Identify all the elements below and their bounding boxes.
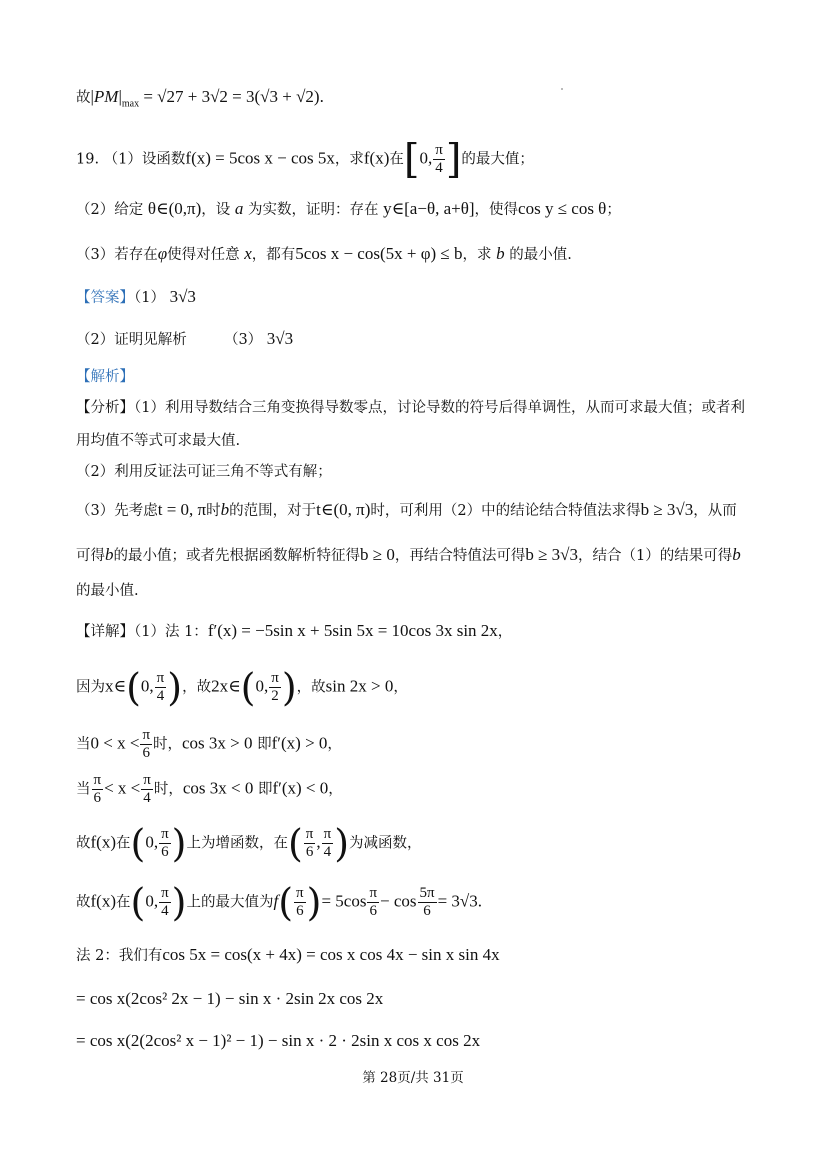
question-19-part-3: （3）若存在φ使得对任意 x，都有5cos x − cos(5x + φ) ≤ b，求 b 的最小值. [76, 244, 572, 263]
question-19-part-1: 19. （1）设函数f(x) = 5cos x − cos 5x，求f(x)在[0, $\frac{\pi}{4}$ ]的最大值； [76, 136, 534, 183]
method-2-line-2: = cos x(2cos² 2x − 1) − sin x · 2sin 2x cos 2x [76, 989, 384, 1008]
fenxi-line-1: 【分析】（1）利用导数结合三角变换得导数零点，讨论导数的符号后得单调性，从而可求最大值；或者利 [76, 400, 745, 416]
max-pm-line: 故$|PM|_{max} = √27 + 3√2 = 3(√3 + √2)$. [76, 87, 324, 110]
fenxi-line-2: （2）利用反证法可证三角不等式有解； [76, 464, 332, 480]
fenxi-line-5: 的最小值. [76, 583, 139, 599]
method-2-line-1: 法 2：我们有cos 5x = cos(x + 4x) = cos x cos 4x − sin x sin 4x [76, 945, 500, 964]
stray-mark [561, 88, 563, 90]
detail-line-2: 因为x∈(0, $\frac{\pi}{4}$ )，故2x∈(0, $\frac{\pi}{2}$ )，故sin 2x > 0， [76, 665, 408, 710]
answer-line: 【答案】（1） 3√3 [76, 287, 196, 306]
question-19-part-2: （2）给定 θ∈(0,π)，设 a 为实数，证明：存在 y∈[a−θ, a+θ]，使得cos y ≤ cos θ； [76, 199, 621, 218]
detail-line-4: 当 $\frac{\pi}{6}$ < x < $\frac{\pi}{4}$ 时，cos 3x < 0 即f′(x) < 0， [76, 772, 343, 806]
detail-line-1: 【详解】（1）法 1：f′(x) = −5sin x + 5sin 5x = 10cos 3x sin 2x， [76, 621, 513, 640]
method-2-line-3: = cos x(2(2cos² x − 1)² − 1) − sin x · 2 · 2sin x cos x cos 2x [76, 1031, 481, 1050]
fenxi-line-3: （3）先考虑t = 0, π时b的范围，对于t∈(0, π)时，可利用（2）中的结论结合特值法求得b ≥ 3√3，从而 [76, 500, 737, 519]
answer-line-2: （2）证明见解析 （3） 3√3 [76, 329, 294, 348]
analysis-tag: 【解析】 [76, 369, 134, 385]
fenxi-line-4: 可得b的最小值；或者先根据函数解析特征得b ≥ 0，再结合特值法可得b ≥ 3√3，结合（1）的结果可得b [76, 545, 741, 564]
detail-line-3: 当0 < x < $\frac{\pi}{6}$ 时，cos 3x > 0 即f′(x) > 0， [76, 727, 342, 761]
detail-line-6: 故f(x)在(0, $\frac{\pi}{4}$ )上的最大值为f( $\frac{\pi}{6}$ )= 5cos $\frac{\pi}{6}$ − cos $\frac{5\pi}{6}$ = 3√3. [76, 880, 483, 925]
fenxi-line-1b: 用均值不等式可求最大值. [76, 433, 241, 449]
detail-line-5: 故f(x)在(0, $\frac{\pi}{6}$ )上为增函数，在( $\frac{\pi}{6}$ , $\frac{\pi}{4}$ )为减函数， [76, 821, 422, 866]
page-footer: 第 28页/共 31页 [362, 1070, 464, 1086]
